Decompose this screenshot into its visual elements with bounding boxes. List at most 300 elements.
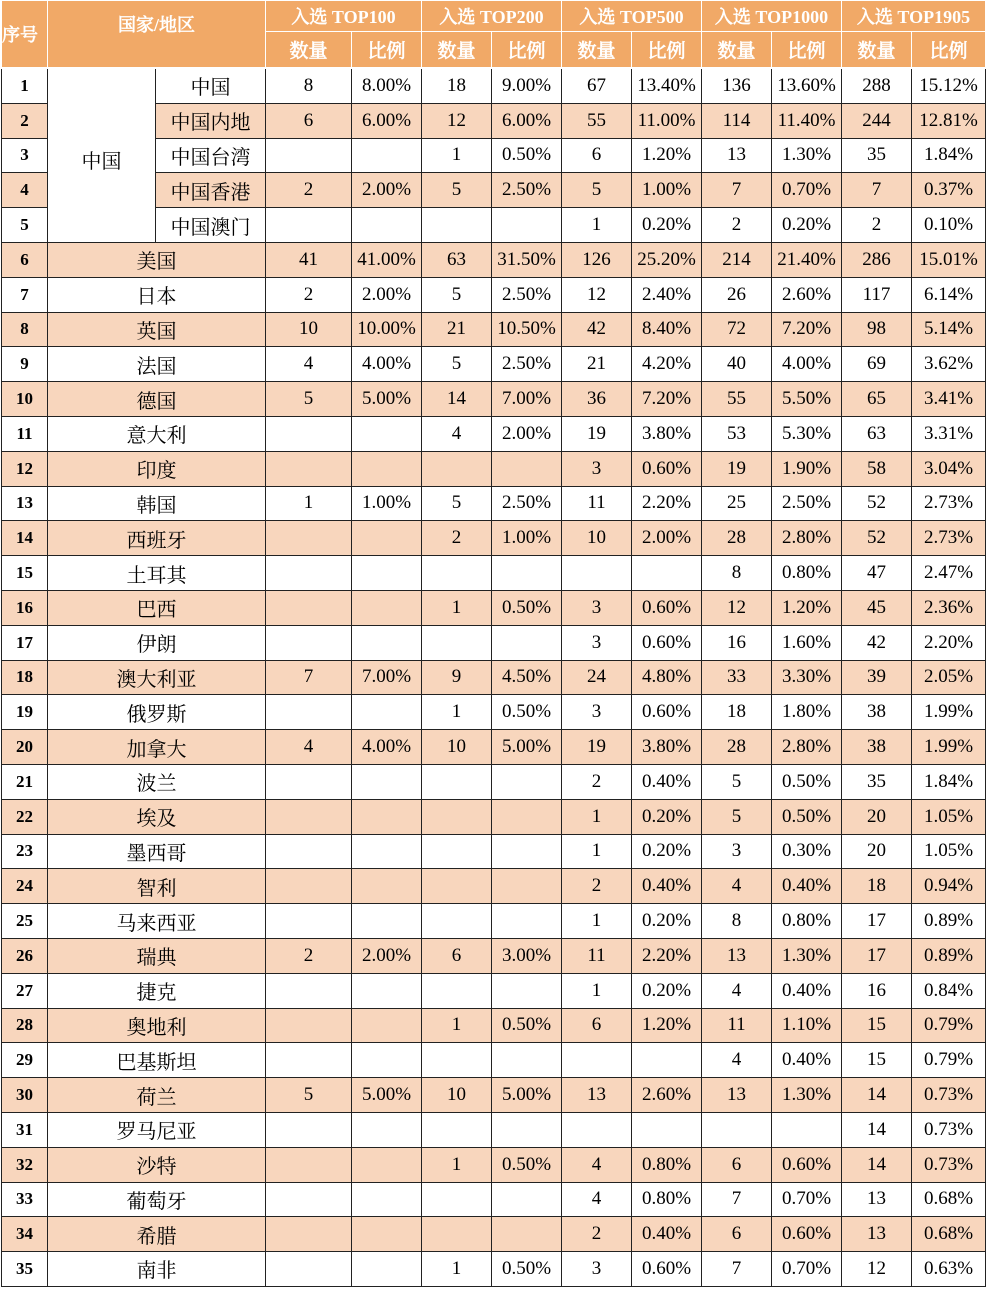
count-cell: 41 [266,242,352,277]
count-cell [422,1043,492,1078]
count-cell: 12 [422,103,492,138]
country-name: 瑞典 [48,938,266,973]
ratio-cell: 0.80% [772,556,842,591]
row-index: 13 [2,486,48,521]
ratio-cell: 5.00% [492,730,562,765]
count-cell: 20 [842,834,912,869]
count-cell: 3 [562,625,632,660]
table-row [2,799,986,834]
count-cell: 47 [842,556,912,591]
count-cell: 2 [842,208,912,243]
country-name: 葡萄牙 [48,1182,266,1217]
ratio-cell: 11.00% [632,103,702,138]
table-row [2,730,986,765]
count-cell: 65 [842,382,912,417]
ratio-cell [352,208,422,243]
count-cell: 4 [702,973,772,1008]
ratio-cell [352,590,422,625]
ratio-cell [492,799,562,834]
count-cell: 11 [562,486,632,521]
table-row [2,764,986,799]
ratio-cell: 13.40% [632,68,702,103]
table-row [2,486,986,521]
count-cell: 98 [842,312,912,347]
ratio-cell: 0.79% [912,1043,986,1078]
count-cell: 12 [562,277,632,312]
ratio-cell: 5.00% [352,382,422,417]
table-row [2,416,986,451]
ratio-cell [632,1043,702,1078]
ratio-cell [352,695,422,730]
ratio-cell: 0.40% [632,1217,702,1252]
header-country: 国家/地区 [48,1,266,69]
count-cell: 244 [842,103,912,138]
row-index: 16 [2,590,48,625]
count-cell [266,521,352,556]
ratio-cell: 0.20% [772,208,842,243]
ratio-cell: 5.30% [772,416,842,451]
header-group-top1905: 入选 TOP1905 [842,1,986,32]
row-index: 20 [2,730,48,765]
ratio-cell: 3.62% [912,347,986,382]
region-name: 中国内地 [156,103,266,138]
ratio-cell: 4.00% [772,347,842,382]
count-cell: 16 [702,625,772,660]
ratio-cell [492,451,562,486]
count-cell: 5 [702,764,772,799]
ratio-cell [352,451,422,486]
count-cell [422,625,492,660]
ratio-cell [352,625,422,660]
count-cell [422,799,492,834]
ratio-cell: 0.68% [912,1217,986,1252]
country-name: 埃及 [48,799,266,834]
country-name: 美国 [48,242,266,277]
ratio-cell: 15.01% [912,242,986,277]
row-index: 12 [2,451,48,486]
count-cell [266,1043,352,1078]
ratio-cell: 1.00% [632,173,702,208]
ratio-cell: 0.50% [492,590,562,625]
ratio-cell [352,1043,422,1078]
ratio-cell: 2.80% [772,521,842,556]
count-cell [422,869,492,904]
row-index: 19 [2,695,48,730]
ratio-cell: 0.20% [632,799,702,834]
ratio-cell: 0.50% [772,764,842,799]
count-cell [266,1252,352,1287]
count-cell [266,625,352,660]
row-index: 33 [2,1182,48,1217]
count-cell: 6 [266,103,352,138]
count-cell: 5 [422,486,492,521]
table-row [2,1217,986,1252]
ratio-cell: 2.50% [492,347,562,382]
count-cell: 40 [702,347,772,382]
country-name: 荷兰 [48,1078,266,1113]
ratio-cell: 2.36% [912,590,986,625]
ratio-cell: 4.50% [492,660,562,695]
count-cell: 20 [842,799,912,834]
ratio-cell: 5.00% [492,1078,562,1113]
count-cell: 45 [842,590,912,625]
ratio-cell: 0.60% [632,1252,702,1287]
count-cell: 8 [702,904,772,939]
ratio-cell: 0.50% [492,695,562,730]
row-index: 34 [2,1217,48,1252]
ratio-cell: 0.40% [632,764,702,799]
row-index: 18 [2,660,48,695]
ratio-cell: 2.80% [772,730,842,765]
ratio-cell [772,1112,842,1147]
count-cell [422,973,492,1008]
ratio-cell [492,1043,562,1078]
ratio-cell: 8.00% [352,68,422,103]
count-cell: 21 [422,312,492,347]
ratio-cell: 1.30% [772,1078,842,1113]
country-name: 奥地利 [48,1008,266,1043]
header-index: 序号 [2,1,48,69]
count-cell: 136 [702,68,772,103]
ratio-cell: 0.80% [632,1182,702,1217]
ratio-cell: 0.73% [912,1147,986,1182]
header-count: 数量 [422,32,492,69]
count-cell [422,208,492,243]
count-cell: 14 [422,382,492,417]
row-index: 23 [2,834,48,869]
count-cell: 8 [266,68,352,103]
count-cell [266,1147,352,1182]
ratio-cell: 0.80% [772,904,842,939]
country-name: 捷克 [48,973,266,1008]
count-cell: 1 [562,208,632,243]
ratio-cell: 4.80% [632,660,702,695]
ratio-cell: 0.40% [632,869,702,904]
country-name: 伊朗 [48,625,266,660]
ratio-cell [492,1182,562,1217]
country-name: 澳大利亚 [48,660,266,695]
count-cell: 17 [842,938,912,973]
table-row [2,834,986,869]
count-cell: 6 [562,138,632,173]
ratio-cell: 3.80% [632,730,702,765]
count-cell: 35 [842,138,912,173]
table-row [2,242,986,277]
ratio-cell: 0.89% [912,938,986,973]
row-index: 15 [2,556,48,591]
row-index: 17 [2,625,48,660]
ratio-cell: 6.00% [352,103,422,138]
ratio-cell [632,556,702,591]
row-index: 10 [2,382,48,417]
ratio-cell: 3.00% [492,938,562,973]
table-row [2,660,986,695]
ratio-cell: 21.40% [772,242,842,277]
count-cell: 10 [422,1078,492,1113]
count-cell: 4 [702,869,772,904]
count-cell: 214 [702,242,772,277]
ratio-cell: 0.84% [912,973,986,1008]
header-ratio: 比例 [772,32,842,69]
table-row [2,1043,986,1078]
ratio-cell: 2.73% [912,521,986,556]
count-cell: 6 [562,1008,632,1043]
region-name: 中国香港 [156,173,266,208]
row-index: 32 [2,1147,48,1182]
count-cell: 2 [266,277,352,312]
ratio-cell: 7.00% [492,382,562,417]
count-cell: 17 [842,904,912,939]
count-cell: 42 [842,625,912,660]
count-cell: 2 [702,208,772,243]
count-cell [422,451,492,486]
count-cell: 5 [266,382,352,417]
ratio-cell: 1.20% [632,138,702,173]
count-cell: 52 [842,486,912,521]
count-cell: 2 [562,869,632,904]
count-cell: 286 [842,242,912,277]
count-cell: 58 [842,451,912,486]
table-row [2,1112,986,1147]
ratio-cell: 1.60% [772,625,842,660]
country-name: 智利 [48,869,266,904]
header-group-top500: 入选 TOP500 [562,1,702,32]
ratio-cell: 3.31% [912,416,986,451]
ratio-cell [352,1112,422,1147]
table-row [2,1182,986,1217]
ratio-cell: 1.80% [772,695,842,730]
ratio-cell [492,556,562,591]
ratio-cell: 0.89% [912,904,986,939]
count-cell: 13 [842,1217,912,1252]
ratio-cell [352,1217,422,1252]
ratio-cell: 0.50% [492,1147,562,1182]
ratio-cell [352,1252,422,1287]
count-cell: 1 [266,486,352,521]
ratio-cell: 0.50% [492,1008,562,1043]
ratio-cell: 0.94% [912,869,986,904]
table-row [2,1147,986,1182]
row-index: 2 [2,103,48,138]
count-cell [422,904,492,939]
row-index: 4 [2,173,48,208]
ratio-cell: 1.20% [772,590,842,625]
country-name: 意大利 [48,416,266,451]
row-index: 7 [2,277,48,312]
ratio-cell: 1.99% [912,730,986,765]
ratio-cell [352,1008,422,1043]
ranking-table [1,0,986,1287]
count-cell: 2 [266,173,352,208]
ratio-cell: 2.00% [632,521,702,556]
ratio-cell [352,764,422,799]
ratio-cell: 1.10% [772,1008,842,1043]
count-cell: 1 [422,695,492,730]
count-cell [266,138,352,173]
count-cell: 63 [422,242,492,277]
ratio-cell: 1.20% [632,1008,702,1043]
count-cell [422,764,492,799]
ratio-cell: 2.50% [772,486,842,521]
count-cell: 3 [562,695,632,730]
count-cell: 6 [422,938,492,973]
count-cell: 7 [702,1252,772,1287]
row-index: 35 [2,1252,48,1287]
count-cell: 28 [702,730,772,765]
ratio-cell: 0.80% [632,1147,702,1182]
count-cell: 10 [422,730,492,765]
ratio-cell [352,1147,422,1182]
ratio-cell: 41.00% [352,242,422,277]
count-cell: 4 [562,1182,632,1217]
count-cell [266,904,352,939]
country-name: 巴基斯坦 [48,1043,266,1078]
row-index: 22 [2,799,48,834]
ratio-cell: 15.12% [912,68,986,103]
table-row [2,695,986,730]
count-cell: 2 [562,1217,632,1252]
ratio-cell: 13.60% [772,68,842,103]
ratio-cell: 0.50% [492,138,562,173]
ratio-cell: 0.60% [632,625,702,660]
count-cell [422,1182,492,1217]
count-cell: 7 [266,660,352,695]
ratio-cell [352,869,422,904]
count-cell [266,1008,352,1043]
count-cell [266,208,352,243]
ratio-cell [352,138,422,173]
region-name: 中国台湾 [156,138,266,173]
ratio-cell: 5.50% [772,382,842,417]
table-row [2,451,986,486]
ratio-cell: 2.60% [772,277,842,312]
ratio-cell [352,416,422,451]
ratio-cell [352,521,422,556]
region-name: 中国 [156,68,266,103]
ratio-cell [352,973,422,1008]
count-cell: 6 [702,1147,772,1182]
count-cell: 5 [422,347,492,382]
count-cell: 10 [562,521,632,556]
count-cell [266,973,352,1008]
count-cell: 14 [842,1147,912,1182]
row-index: 8 [2,312,48,347]
count-cell: 15 [842,1043,912,1078]
count-cell: 3 [562,1252,632,1287]
ratio-cell: 0.50% [772,799,842,834]
table-header [2,1,986,69]
count-cell: 53 [702,416,772,451]
count-cell: 3 [702,834,772,869]
count-cell: 18 [842,869,912,904]
country-name: 马来西亚 [48,904,266,939]
country-name: 沙特 [48,1147,266,1182]
ratio-cell [492,1217,562,1252]
count-cell: 2 [266,938,352,973]
count-cell [266,416,352,451]
count-cell: 4 [266,730,352,765]
count-cell: 11 [702,1008,772,1043]
row-index: 3 [2,138,48,173]
count-cell: 4 [562,1147,632,1182]
country-name: 巴西 [48,590,266,625]
ratio-cell: 3.30% [772,660,842,695]
table-row [2,1252,986,1287]
ratio-cell: 1.30% [772,138,842,173]
count-cell: 11 [562,938,632,973]
ratio-cell: 1.84% [912,138,986,173]
region-name: 中国澳门 [156,208,266,243]
count-cell: 14 [842,1112,912,1147]
ratio-cell: 2.60% [632,1078,702,1113]
ratio-cell: 1.90% [772,451,842,486]
count-cell: 63 [842,416,912,451]
ratio-cell: 1.99% [912,695,986,730]
count-cell [562,1043,632,1078]
table-row [2,1008,986,1043]
country-name: 西班牙 [48,521,266,556]
ratio-cell: 2.00% [492,416,562,451]
ratio-cell: 3.80% [632,416,702,451]
ratio-cell: 7.20% [772,312,842,347]
count-cell: 42 [562,312,632,347]
ratio-cell: 2.20% [632,486,702,521]
count-cell: 18 [422,68,492,103]
ratio-cell: 2.40% [632,277,702,312]
header-group-top100: 入选 TOP100 [266,1,422,32]
count-cell [266,695,352,730]
row-index: 30 [2,1078,48,1113]
table-row [2,1078,986,1113]
ratio-cell: 0.79% [912,1008,986,1043]
ratio-cell: 7.20% [632,382,702,417]
count-cell: 10 [266,312,352,347]
ratio-cell: 0.70% [772,173,842,208]
row-index: 1 [2,68,48,103]
row-index: 25 [2,904,48,939]
ratio-cell: 1.00% [492,521,562,556]
header-ratio: 比例 [352,32,422,69]
ratio-cell: 0.10% [912,208,986,243]
row-index: 6 [2,242,48,277]
count-cell: 1 [562,904,632,939]
country-name: 韩国 [48,486,266,521]
ratio-cell: 0.40% [772,869,842,904]
count-cell: 55 [702,382,772,417]
ratio-cell: 0.73% [912,1112,986,1147]
header-ratio: 比例 [492,32,562,69]
ratio-cell: 10.50% [492,312,562,347]
count-cell [266,834,352,869]
country-name: 土耳其 [48,556,266,591]
count-cell: 13 [842,1182,912,1217]
count-cell: 1 [562,834,632,869]
ratio-cell [492,208,562,243]
count-cell: 1 [422,138,492,173]
country-name: 德国 [48,382,266,417]
ratio-cell: 1.05% [912,834,986,869]
table-row [2,521,986,556]
count-cell: 7 [842,173,912,208]
table-row [2,556,986,591]
count-cell: 24 [562,660,632,695]
count-cell: 2 [562,764,632,799]
count-cell [266,1182,352,1217]
count-cell: 4 [702,1043,772,1078]
count-cell: 4 [266,347,352,382]
header-group-top200: 入选 TOP200 [422,1,562,32]
ratio-cell: 2.50% [492,173,562,208]
